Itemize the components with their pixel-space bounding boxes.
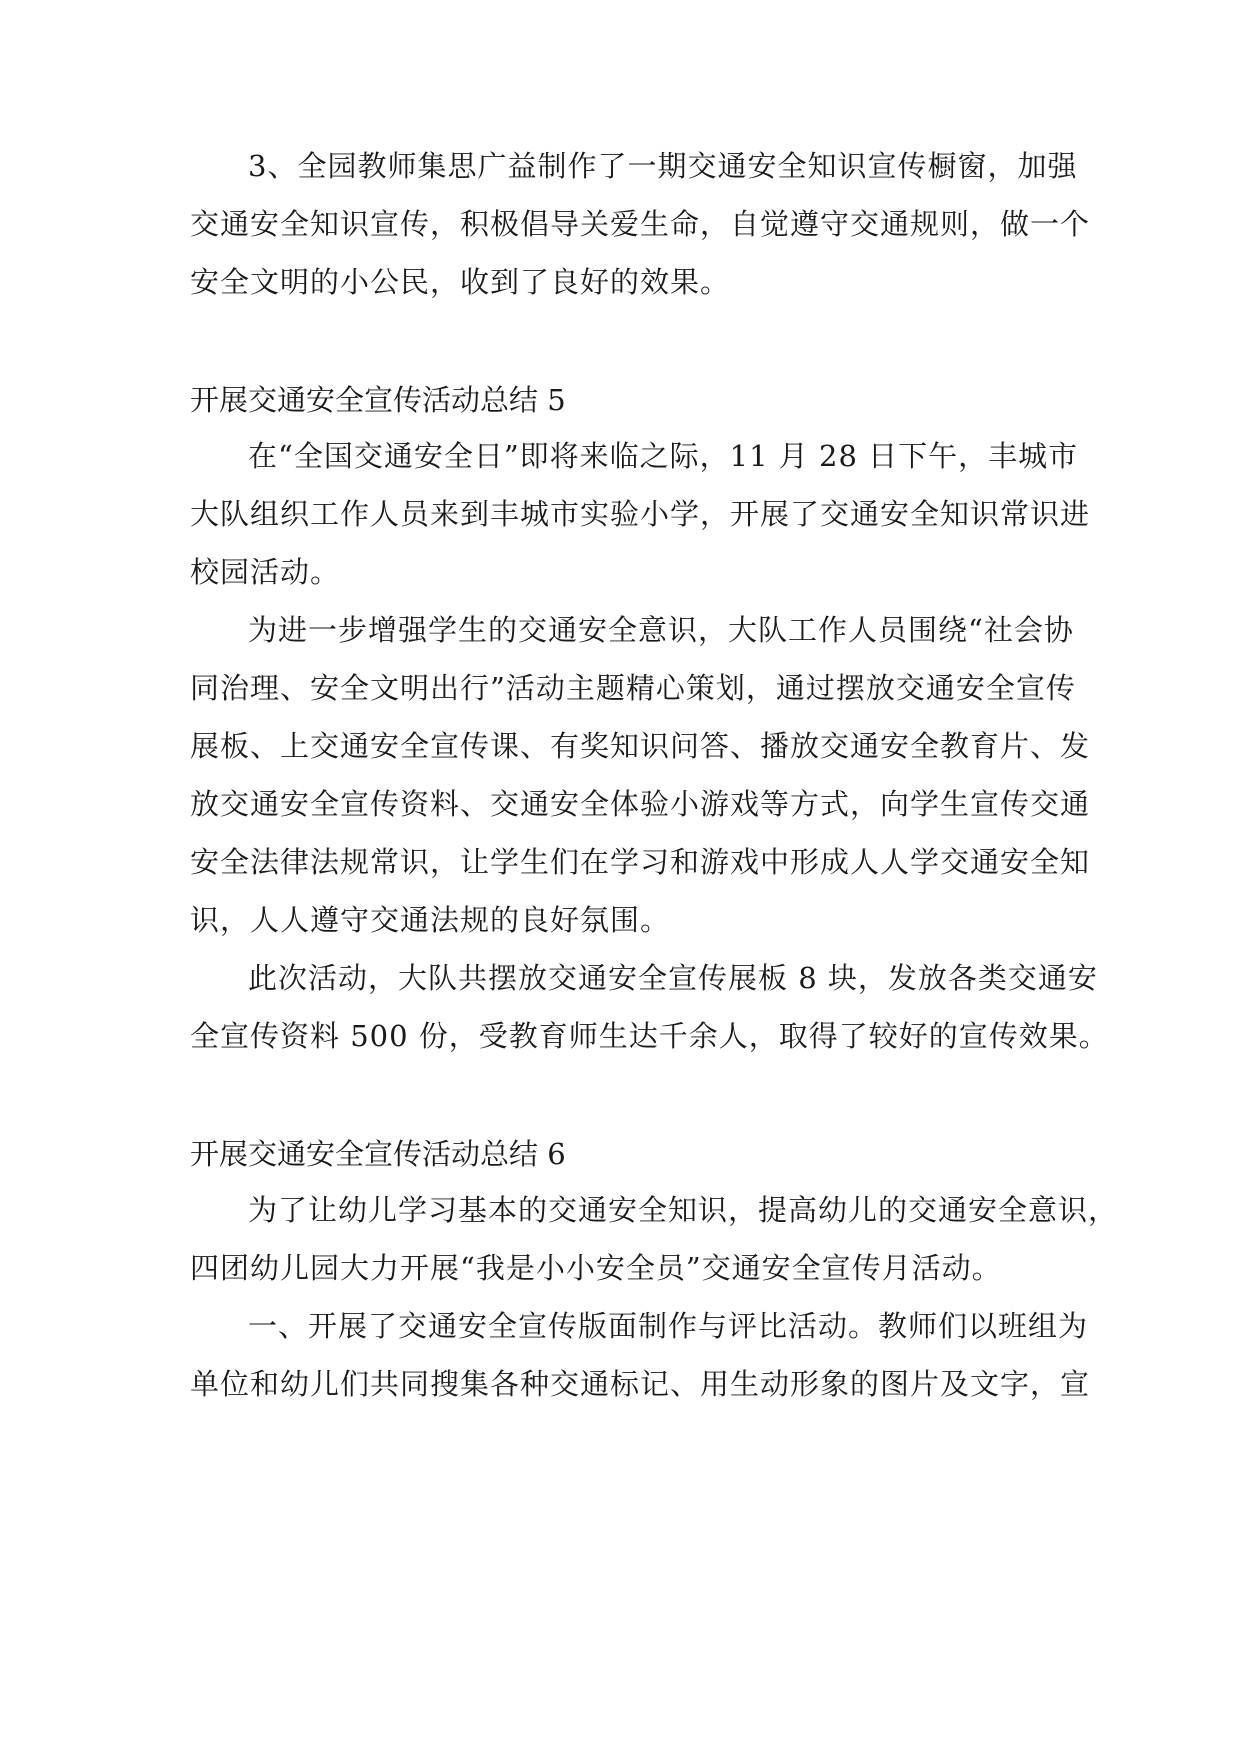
section-heading: 开展交通安全宣传活动总结 5	[190, 383, 566, 417]
paragraph-line: 3、全园教师集思广益制作了一期交通安全知识宣传橱窗，加强	[248, 149, 1078, 183]
paragraph-line: 展板、上交通安全宣传课、有奖知识问答、播放交通安全教育片、发	[190, 729, 1091, 763]
paragraph-line: 放交通安全宣传资料、交通安全体验小游戏等方式，向学生宣传交通	[190, 787, 1091, 821]
paragraph-line: 大队组织工作人员来到丰城市实验小学，开展了交通安全知识常识进	[190, 497, 1091, 531]
paragraph-line: 校园活动。	[190, 555, 341, 589]
paragraph-line: 安全文明的小公民，收到了良好的效果。	[190, 265, 731, 299]
paragraph-line: 安全法律法规常识，让学生们在学习和游戏中形成人人学交通安全知	[190, 845, 1091, 879]
paragraph-line: 此次活动，大队共摆放交通安全宣传展板 8 块，发放各类交通安	[248, 961, 1098, 995]
paragraph-line: 全宣传资料 500 份，受教育师生达千余人，取得了较好的宣传效果。	[190, 1019, 1109, 1053]
paragraph-line: 交通安全知识宣传，积极倡导关爱生命，自觉遵守交通规则，做一个	[190, 207, 1091, 241]
paragraph-line: 一、开展了交通安全宣传版面制作与评比活动。教师们以班组为	[248, 1309, 1089, 1343]
section-heading: 开展交通安全宣传活动总结 6	[190, 1137, 566, 1171]
paragraph-line: 识，人人遵守交通法规的良好氛围。	[190, 903, 671, 937]
paragraph-line: 为了让幼儿学习基本的交通安全知识，提高幼儿的交通安全意识，	[248, 1193, 1119, 1227]
paragraph-line: 为进一步增强学生的交通安全意识，大队工作人员围绕“社会协	[248, 613, 1074, 647]
paragraph-line: 单位和幼儿们共同搜集各种交通标记、用生动形象的图片及文字，宣	[190, 1367, 1091, 1401]
paragraph-line: 同治理、安全文明出行”活动主题精心策划，通过摆放交通安全宣传	[190, 671, 1076, 705]
paragraph-line: 四团幼儿园大力开展“我是小小安全员”交通安全宣传月活动。	[190, 1251, 1002, 1285]
paragraph-line: 在“全国交通安全日”即将来临之际，11 月 28 日下午，丰城市	[248, 439, 1079, 473]
